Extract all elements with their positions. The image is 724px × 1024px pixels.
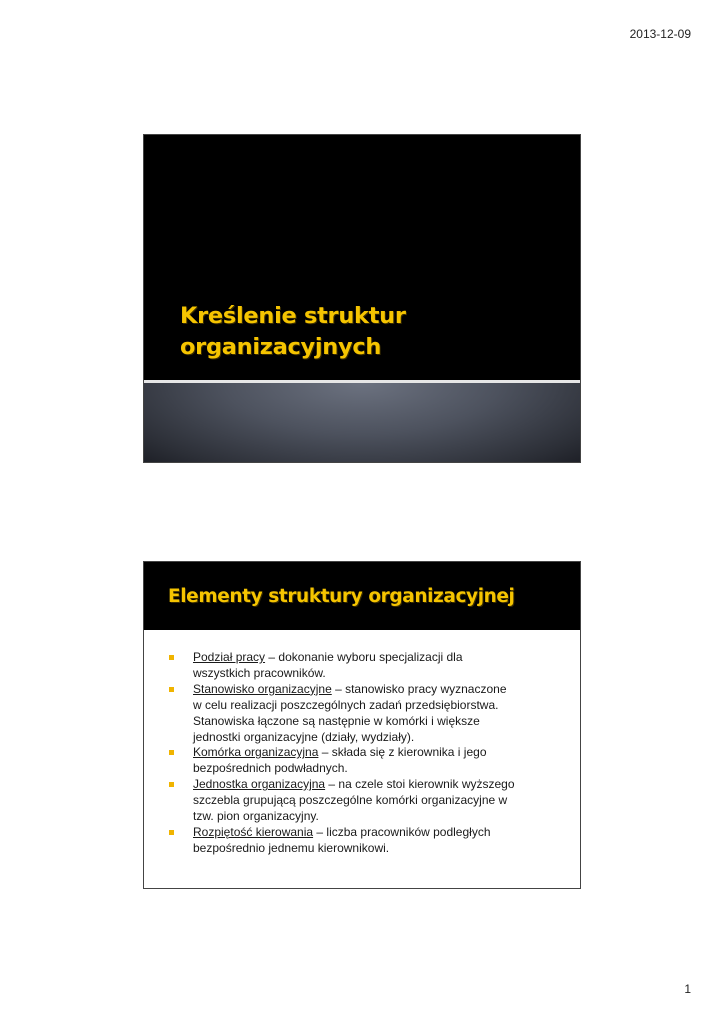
bullet-item-podzial-pracy [164,650,564,682]
bullet-term: Rozpiętość kierowania [193,824,314,839]
bullet-text-line: jednostki organizacyjne (działy, wydziały). [193,729,415,744]
slide-title-kreslenie [143,134,581,463]
slide2-title: Elementy struktury organizacyjnej [168,586,515,607]
bullet-square-icon [169,687,174,692]
bullet-text-line: – dokonanie wyboru specjalizacji dla [265,650,463,664]
bullet-item-rozpietosc [164,825,564,857]
bullet-square-icon [169,830,174,835]
slide-title-line1: Kreślenie struktur [180,303,406,329]
bullet-text-line: Stanowiska łączone są następnie w komórki i większe [193,713,480,728]
bullet-term: Jednostka organizacyjna [193,777,326,792]
bullet-text-line: tzw. pion organizacyjny. [193,809,319,824]
bullet-text-line: – składa się z kierownika i jego [318,745,487,760]
bullet-text-line: wszystkich pracowników. [193,665,326,680]
bullet-term: Stanowisko organizacyjne [193,681,332,696]
bullet-item-stanowisko [164,682,564,746]
bullet-term: Podział pracy [193,650,266,664]
page-date: 2013-12-09 [629,27,691,41]
bullet-text-line: w celu realizacji poszczególnych zadań przedsiębiorstwa. [193,697,499,712]
bullet-square-icon [169,782,174,787]
bullet-text-line: – na czele stoi kierownik wyższego [325,777,515,792]
page-number: 1 [684,982,691,996]
bullet-list [164,650,564,857]
bullet-text-line: – liczba pracowników podległych [313,824,491,839]
slide-elementy [143,561,581,889]
bullet-item-komorka [164,745,564,777]
bullet-term: Komórka organizacyjna [193,745,319,760]
bullet-square-icon [169,655,174,660]
bullet-text-line: szczebla grupującą poszczególne komórki organizacyjne w [193,793,508,808]
slide-content [164,650,564,857]
slide-title [180,301,406,363]
slide-title-area [144,135,580,380]
bullet-text-line: – stanowisko pracy wyznaczone [331,681,507,696]
bullet-square-icon [169,750,174,755]
bullet-text-line: bezpośrednich podwładnych. [193,761,348,776]
slide-gradient-band [144,383,580,463]
bullet-item-jednostka [164,777,564,825]
bullet-text-line: bezpośrednio jednemu kierownikowi. [193,840,390,855]
slide-header [144,562,580,630]
slide-title-line2: organizacyjnych [180,334,382,360]
